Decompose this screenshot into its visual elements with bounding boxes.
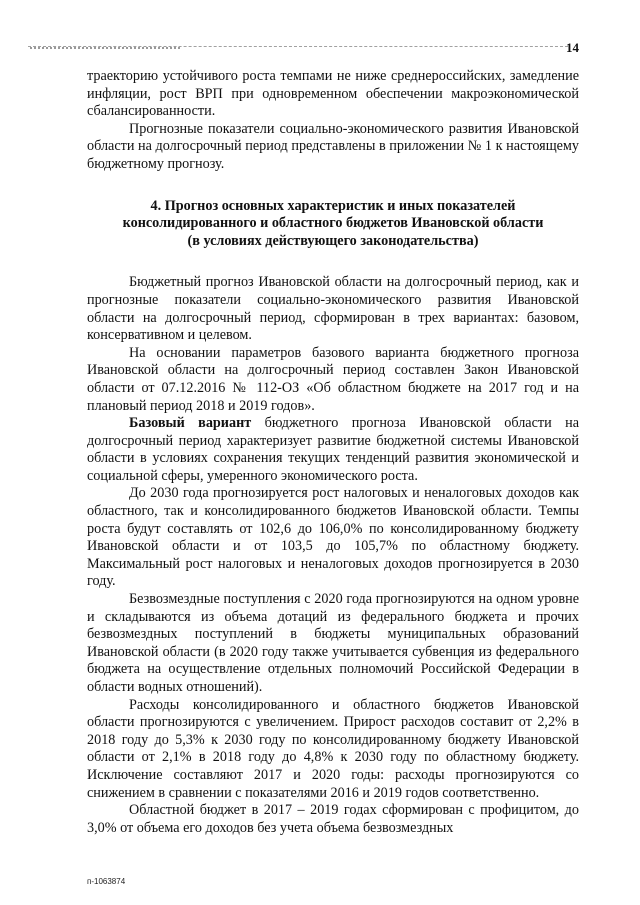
section-heading (87, 198, 579, 251)
page-number: 14 (566, 40, 579, 55)
section-heading-line-1: 4. Прогноз основных характеристик и иных показателей (150, 197, 516, 214)
section-heading-line-3: (в условиях действующего законодательства) (187, 232, 479, 249)
base-variant-bold-lead: Базовый вариант (129, 415, 252, 432)
document-code: п-1063874 (87, 877, 126, 886)
paragraph-revenue-growth: До 2030 года прогнозируется рост налоговых и неналоговых доходов как областного, так и консолидированного бюджетов Ивановской области. Темпы роста будут составлять от 102,6 до 106,0% по консолидированному бюджету Ивановской области и от 103,5 до 105,7% по областному бюджету. Максимальный рост налоговых и неналоговых доходов прогнозируется в 2030 году. (87, 485, 579, 590)
paragraph-regional-budget-surplus: Областной бюджет в 2017 – 2019 годах сформирован с профицитом, до 3,0% от объема его доходов без учета объема безвозмездных (87, 802, 579, 836)
section-heading-line-2: консолидированного и областного бюджетов Ивановской области (122, 215, 544, 232)
base-variant-text: бюджетного прогноза Ивановской области на долгосрочный период характеризует развитие бюджетной системы Ивановской области в условиях сохранения текущих тенденций развития экономической и социальной сферы, умеренного экономического роста. (87, 415, 580, 484)
paragraph-base-variant (87, 415, 579, 485)
paragraph-gratuitous-receipts: Безвозмездные поступления с 2020 года прогнозируются на одном уровне и складываются из объема дотаций из федерального бюджета и прочих безвозмездных поступлений в бюджеты муниципальных образований Ивановской области (в 2020 году также учитывается субвенция из федерального бюджета на осуществление отдельных полномочий Российской Федерации в области водных отношений). (87, 591, 579, 695)
paragraph-expenditures: Расходы консолидированного и областного бюджетов Ивановской области прогнозируются с увеличением. Прирост расходов составит от 2,2% в 2018 году до 5,3% к 2030 году по консолидированному бюджету Ивановской области от 2,1% в 2018 году до 4,8% к 2030 году по областному бюджету. Исключение составляют 2017 и 2020 годы: расходы прогнозируются со снижением в сравнении с показателями 2016 и 2019 годов соответственно. (87, 696, 579, 801)
paragraph-budget-forecast: Бюджетный прогноз Ивановской области на долгосрочный период, как и прогнозные показатели социально-экономического развития Ивановской области на долгосрочный период, сформирован в трех вариантах: базовом, консервативном и целевом. (87, 274, 579, 344)
scan-artifact-mark (30, 47, 180, 49)
document-body (87, 68, 579, 837)
paragraph-law-basis: На основании параметров базового варианта бюджетного прогноза Ивановской области на долгосрочный период составлен Закон Ивановской области от 07.12.2016 № 112-ОЗ «Об областном бюджете на 2017 год и на плановый период 2018 и 2019 годов». (87, 344, 579, 414)
paragraph-continuation: траекторию устойчивого роста темпами не ниже среднероссийских, замедление инфляции, рост ВРП при одновременном обеспечении макроэкономической сбалансированности. (87, 68, 579, 120)
paragraph-forecast-indicators: Прогнозные показатели социально-экономического развития Ивановской области на долгосрочный период представлены в приложении № 1 к настоящему бюджетному прогнозу. (87, 120, 579, 172)
